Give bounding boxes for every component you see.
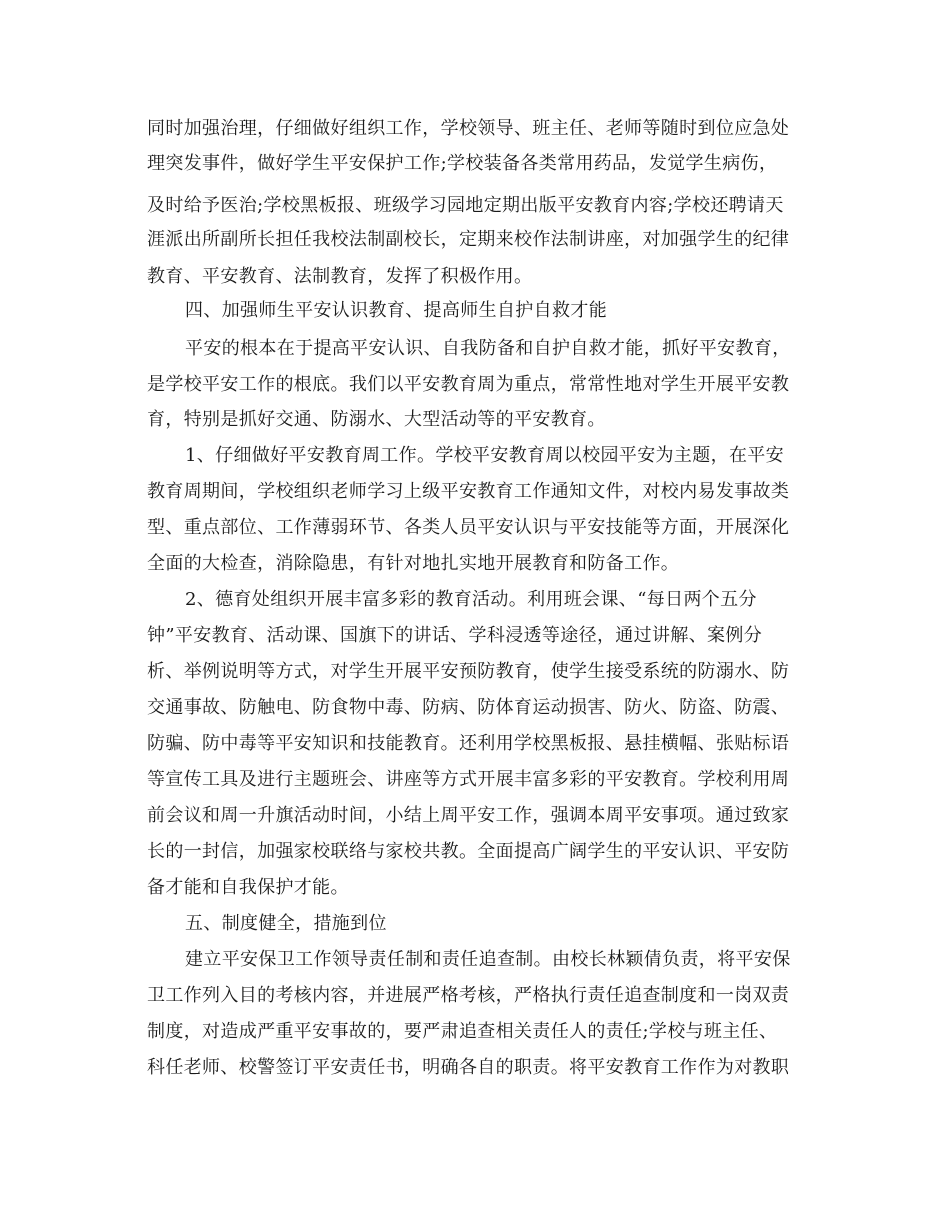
text-line: 全面的大检查，消除隐患，有针对地扎实地开展教育和防备工作。 [147, 553, 680, 574]
text-line: 交通事故、防触电、防食物中毒、防病、防体育运动损害、防火、防盗、防震、 [147, 697, 790, 718]
text-line: 析、举例说明等方式，对学生开展平安预防教育，使学生接受系统的防溺水、防 [147, 661, 790, 682]
section-heading: 四、加强师生平安认识教育、提高师生自护自救才能 [185, 300, 608, 321]
text-line: 防骗、防中毒等平安知识和技能教育。还利用学校黑板报、悬挂横幅、张贴标语 [147, 733, 790, 754]
text-line: 建立平安保卫工作领导责任制和责任追查制。由校长林颖倩负责，将平安保 [185, 949, 791, 970]
text-line: 备才能和自我保护才能。 [147, 877, 349, 898]
text-line: 科任老师、校警签订平安责任书，明确各自的职责。将平安教育工作作为对教职 [147, 1057, 790, 1078]
text-line: 教育周期间，学校组织老师学习上级平安教育工作通知文件，对校内易发事故类 [147, 481, 790, 502]
text-line: 是学校平安工作的根底。我们以平安教育周为重点，常常性地对学生开展平安教 [147, 374, 790, 395]
text-line: 及时给予医治;学校黑板报、班级学习园地定期出版平安教育内容;学校还聘请天 [147, 195, 784, 216]
text-line: 教育、平安教育、法制教育，发挥了积极作用。 [147, 266, 533, 287]
text-line: 1、仔细做好平安教育周工作。学校平安教育周以校园平安为主题，在平安 [185, 445, 784, 466]
text-line: 卫工作列入目的考核内容，并进展严格考核，严格执行责任追查制度和一岗双责 [147, 985, 790, 1006]
text-line: 涯派出所副所长担任我校法制副校长，定期来校作法制讲座，对加强学生的纪律 [147, 229, 790, 250]
text-line: 钟”平安教育、活动课、国旗下的讲话、学科浸透等途径，通过讲解、案例分 [147, 625, 763, 646]
text-line: 型、重点部位、工作薄弱环节、各类人员平安认识与平安技能等方面，开展深化 [147, 517, 790, 538]
text-line: 同时加强治理，仔细做好组织工作，学校领导、班主任、老师等随时到位应急处 [147, 118, 790, 139]
text-line: 长的一封信，加强家校联络与家校共教。全面提高广阔学生的平安认识、平安防 [147, 841, 790, 862]
section-heading: 五、制度健全，措施到位 [185, 913, 387, 934]
text-line: 制度，对造成严重平安事故的，要严肃追查相关责任人的责任;学校与班主任、 [147, 1021, 778, 1042]
text-line: 等宣传工具及进行主题班会、讲座等方式开展丰富多彩的平安教育。学校利用周 [147, 769, 790, 790]
text-line: 前会议和周一升旗活动时间，小结上周平安工作，强调本周平安事项。通过致家 [147, 805, 790, 826]
text-line: 平安的根本在于提高平安认识、自我防备和自护自救才能，抓好平安教育， [185, 338, 791, 359]
text-line: 2、德育处组织开展丰富多彩的教育活动。利用班会课、“每日两个五分 [185, 589, 757, 610]
text-line: 育，特别是抓好交通、防溺水、大型活动等的平安教育。 [147, 409, 606, 430]
text-line: 理突发事件，做好学生平安保护工作;学校装备各类常用药品，发觉学生病伤， [147, 153, 778, 174]
